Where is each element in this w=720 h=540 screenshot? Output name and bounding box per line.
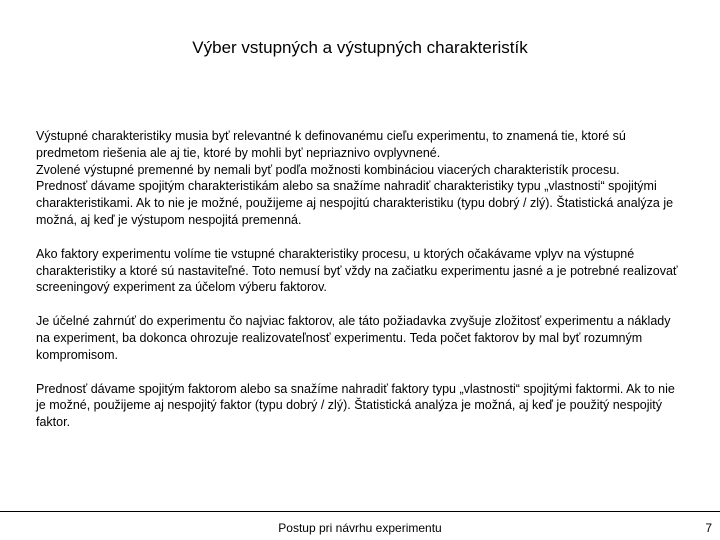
paragraph-line: Zvolené výstupné premenné by nemali byť podľa možnosti kombináciou viacerých charakteristík procesu. [36, 162, 620, 177]
slide-body [36, 128, 681, 448]
slide-title: Výber vstupných a výstupných charakteristík [192, 38, 528, 57]
paragraph-line: Výstupné charakteristiky musia byť relevantné k definovanému cieľu experimentu, to znamená tie, ktoré sú predmetom riešenia ale aj tie, ktoré by mohli byť nepriaznivo ovplyvnené. [36, 129, 626, 160]
paragraph-line: Je účelné zahrnúť do experimentu čo najviac faktorov, ale táto požiadavka zvyšuje zložitosť experimentu a náklady na experiment, ba dokonca ohrozuje realizovateľnosť experimentu. Teda počet faktorov by mal byť rozumným kompromisom. [36, 314, 671, 362]
page-number: 7 [705, 521, 712, 535]
footer-divider [0, 511, 720, 512]
paragraph-line: Ako faktory experimentu volíme tie vstupné charakteristiky procesu, u ktorých očakávame vplyv na výstupné charakteristiky a ktoré sú nastaviteľné. Toto nemusí byť vždy na začiatku experimentu jasné a je potrebné realizovať screeningový experiment za účelom výberu faktorov. [36, 246, 678, 295]
paragraph-factors [36, 246, 681, 296]
paragraph-factor-count [36, 313, 681, 363]
footer-title: Postup pri návrhu experimentu [278, 521, 442, 535]
paragraph-line: Prednosť dávame spojitým charakteristikám alebo sa snažíme nahradiť charakteristiky typu „vlastnosti“ spojitými charakteristikami. Ak to nie je možné, použijeme aj nespojitú charakteristiku (typu dobrý / zlý). Štatistická analýza je možná, aj keď je výstupom nespojitá premenná. [36, 179, 674, 227]
paragraph-outputs [36, 128, 681, 229]
paragraph-line: Prednosť dávame spojitým faktorom alebo sa snažíme nahradiť faktory typu „vlastnosti“ spojitými faktormi. Ak to nie je možné, použijeme aj nespojitý faktor (typu dobrý / zlý). Štatistická analýza je možná, aj keď je použitý nespojitý faktor. [36, 381, 675, 430]
paragraph-continuous-factors [36, 381, 681, 431]
